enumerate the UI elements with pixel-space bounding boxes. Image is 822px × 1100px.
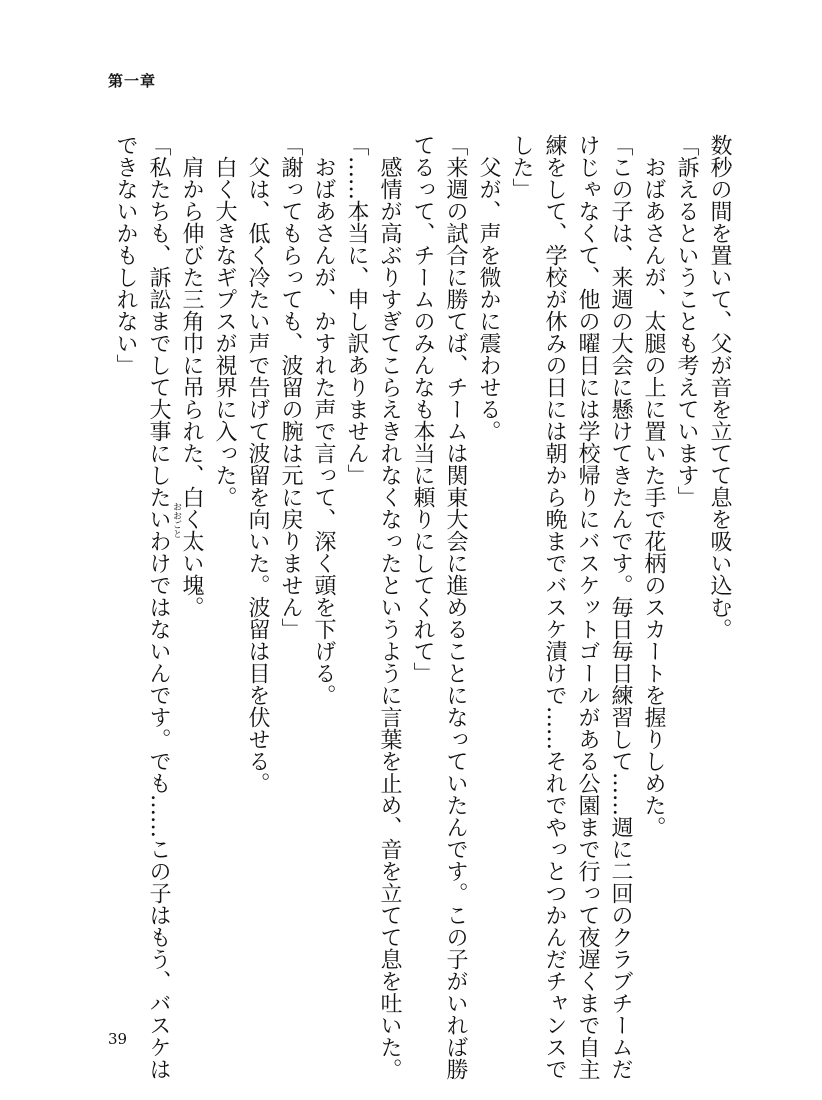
page-number: 39 — [108, 1030, 128, 1048]
text-line-with-ruby — [145, 134, 181, 1080]
text-line: おばあさんが、太腿の上に置いた手で花柄のスカートを握りしめた。 — [641, 134, 666, 838]
text-line: 「来週の試合に勝てば、チームは関東大会に進めることになっていたんです。この子がいれば勝 — [443, 134, 468, 1080]
text-line: 父が、声を微かに震わせる。 — [476, 134, 501, 442]
text-line: 肩から伸びた三角巾に吊られた、白く太い塊。 — [179, 134, 204, 618]
text-line: した」 — [509, 134, 534, 200]
ruby-annotation: おおごと — [171, 502, 181, 538]
text-line: 感情が高ぶりすぎてこらえきれなくなったというように言葉を止め、音を立てて息を吐いた。 — [377, 134, 402, 1080]
text-line: 数秒の間を置いて、父が音を立てて息を吸い込む。 — [707, 134, 732, 640]
text-line: 練をして、学校が休みの日には朝から晩までバスケ漬けで……それでやっとつかんだチャンスで — [542, 134, 567, 1080]
text-line: けじゃなくて、他の曜日には学校帰りにバスケットゴールがある公園まで行って夜遅くまで自主 — [575, 134, 600, 1080]
text-line: 「……本当に、申し訳ありません」 — [344, 134, 369, 486]
text-line: 白く大きなギプスが視界に入った。 — [212, 134, 237, 508]
text-line: 「私たちも、訴訟までして大事にしたいわけではないんです。でも……この子はもう、バスケは — [146, 134, 171, 1080]
text-line: 「この子は、来週の大会に懸けてきたんです。毎日毎日練習して……週に二回のクラブチームだ — [608, 134, 633, 1080]
text-line: 「謝ってもらっても、波留の腕は元に戻りません」 — [278, 134, 303, 640]
text-line: 「訴えるということも考えています」 — [674, 134, 699, 508]
chapter-header: 第一章 — [108, 72, 157, 90]
text-line: てるって、チームのみんなも本当に頼りにしてくれて」 — [410, 134, 435, 684]
text-line: おばあさんが、かすれた声で言って、深く頭を下げる。 — [311, 134, 336, 706]
text-line: できないかもしれない」 — [113, 134, 138, 376]
text-line: 父は、低く冷たい声で告げて波留を向いた。波留は目を伏せる。 — [245, 134, 270, 794]
